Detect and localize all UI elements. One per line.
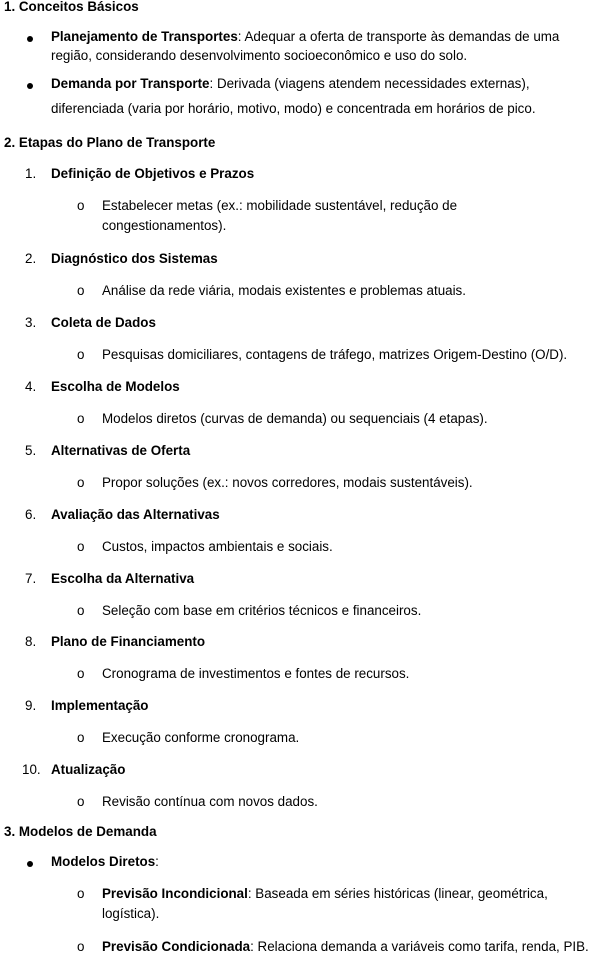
term: Planejamento de Transportes [51,29,238,44]
step-number: 10. [22,762,41,777]
step-description: Execução conforme cronograma. [102,730,300,745]
bullet-dot [27,861,33,867]
step-title: Coleta de Dados [51,315,156,330]
step-description: Modelos diretos (curvas de demanda) ou sequenciais (4 etapas). [102,411,488,426]
step-description: Pesquisas domiciliares, contagens de tráfego, matrizes Origem-Destino (O/D). [102,347,568,362]
sub-bullet-marker: o [77,411,85,426]
term: Previsão Incondicional [102,886,248,901]
step-description: Seleção com base em critérios técnicos e financeiros. [102,603,422,618]
step-number: 2. [25,251,37,266]
step-title: Avaliação das Alternativas [51,507,220,522]
term: Previsão Condicionada [102,939,251,954]
sub-bullet-marker: o [77,603,85,618]
section-heading-1: 1. Conceitos Básicos [4,0,139,14]
step-number: 5. [25,443,37,458]
step-title: Escolha da Alternativa [51,571,195,586]
step-description: Estabelecer metas (ex.: mobilidade sustentável, redução de [102,198,458,213]
sub-item-previsao-incondicional [102,884,548,904]
step-title: Atualização [51,762,126,777]
step-title: Diagnóstico dos Sistemas [51,251,218,266]
sub-bullet-marker: o [77,666,85,681]
step-description: Cronograma de investimentos e fontes de recursos. [102,666,410,681]
sub-bullet-marker: o [77,198,85,213]
step-number: 6. [25,507,37,522]
bullet-item-planejamento-cont: região, considerando desenvolvimento socioeconômico e uso do solo. [51,48,468,63]
definition: : Baseada em séries históricas (linear, geométrica, [247,886,548,901]
definition: : Derivada (viagens atendem necessidades externas), [209,76,530,91]
step-number: 1. [25,166,37,181]
sub-bullet-marker: o [77,539,85,554]
term: Demanda por Transporte [51,76,210,91]
step-description: Custos, impactos ambientais e sociais. [102,539,333,554]
step-description: Propor soluções (ex.: novos corredores, modais sustentáveis). [102,475,473,490]
sub-bullet-marker: o [77,939,85,954]
step-title: Implementação [51,698,149,713]
sub-item-previsao-condicionada [102,937,589,957]
bullet-dot [27,83,33,89]
step-description-cont: congestionamentos). [102,218,227,233]
step-number: 7. [25,571,37,586]
sub-bullet-marker: o [77,347,85,362]
sub-bullet-marker: o [77,283,85,298]
definition: : Adequar a oferta de transporte às demandas de uma [237,29,560,44]
step-title: Plano de Financiamento [51,634,206,649]
step-title: Escolha de Modelos [51,379,180,394]
bullet-item-modelos-diretos [51,852,159,872]
step-number: 3. [25,315,37,330]
step-number: 4. [25,379,37,394]
step-description: Revisão contínua com novos dados. [102,794,318,809]
sub-bullet-marker: o [77,886,85,901]
step-number: 8. [25,634,37,649]
sub-item-previsao-incondicional-cont: logística). [102,906,160,921]
section-heading-2: 2. Etapas do Plano de Transporte [4,135,216,150]
sub-bullet-marker: o [77,794,85,809]
step-description: Análise da rede viária, modais existentes e problemas atuais. [102,283,466,298]
step-number: 9. [25,698,37,713]
definition: : Relaciona demanda a variáveis como tarifa, renda, PIB. [250,939,589,954]
section-heading-3: 3. Modelos de Demanda [4,824,157,839]
definition: : [155,854,159,869]
bullet-item-demanda [51,74,530,94]
bullet-dot [27,36,33,42]
sub-bullet-marker: o [77,730,85,745]
step-title: Alternativas de Oferta [51,443,191,458]
bullet-item-planejamento [51,27,559,47]
sub-bullet-marker: o [77,475,85,490]
step-title: Definição de Objetivos e Prazos [51,166,255,181]
bullet-item-demanda-cont: diferenciada (varia por horário, motivo, modo) e concentrada em horários de pico. [51,101,536,116]
term: Modelos Diretos [51,854,156,869]
